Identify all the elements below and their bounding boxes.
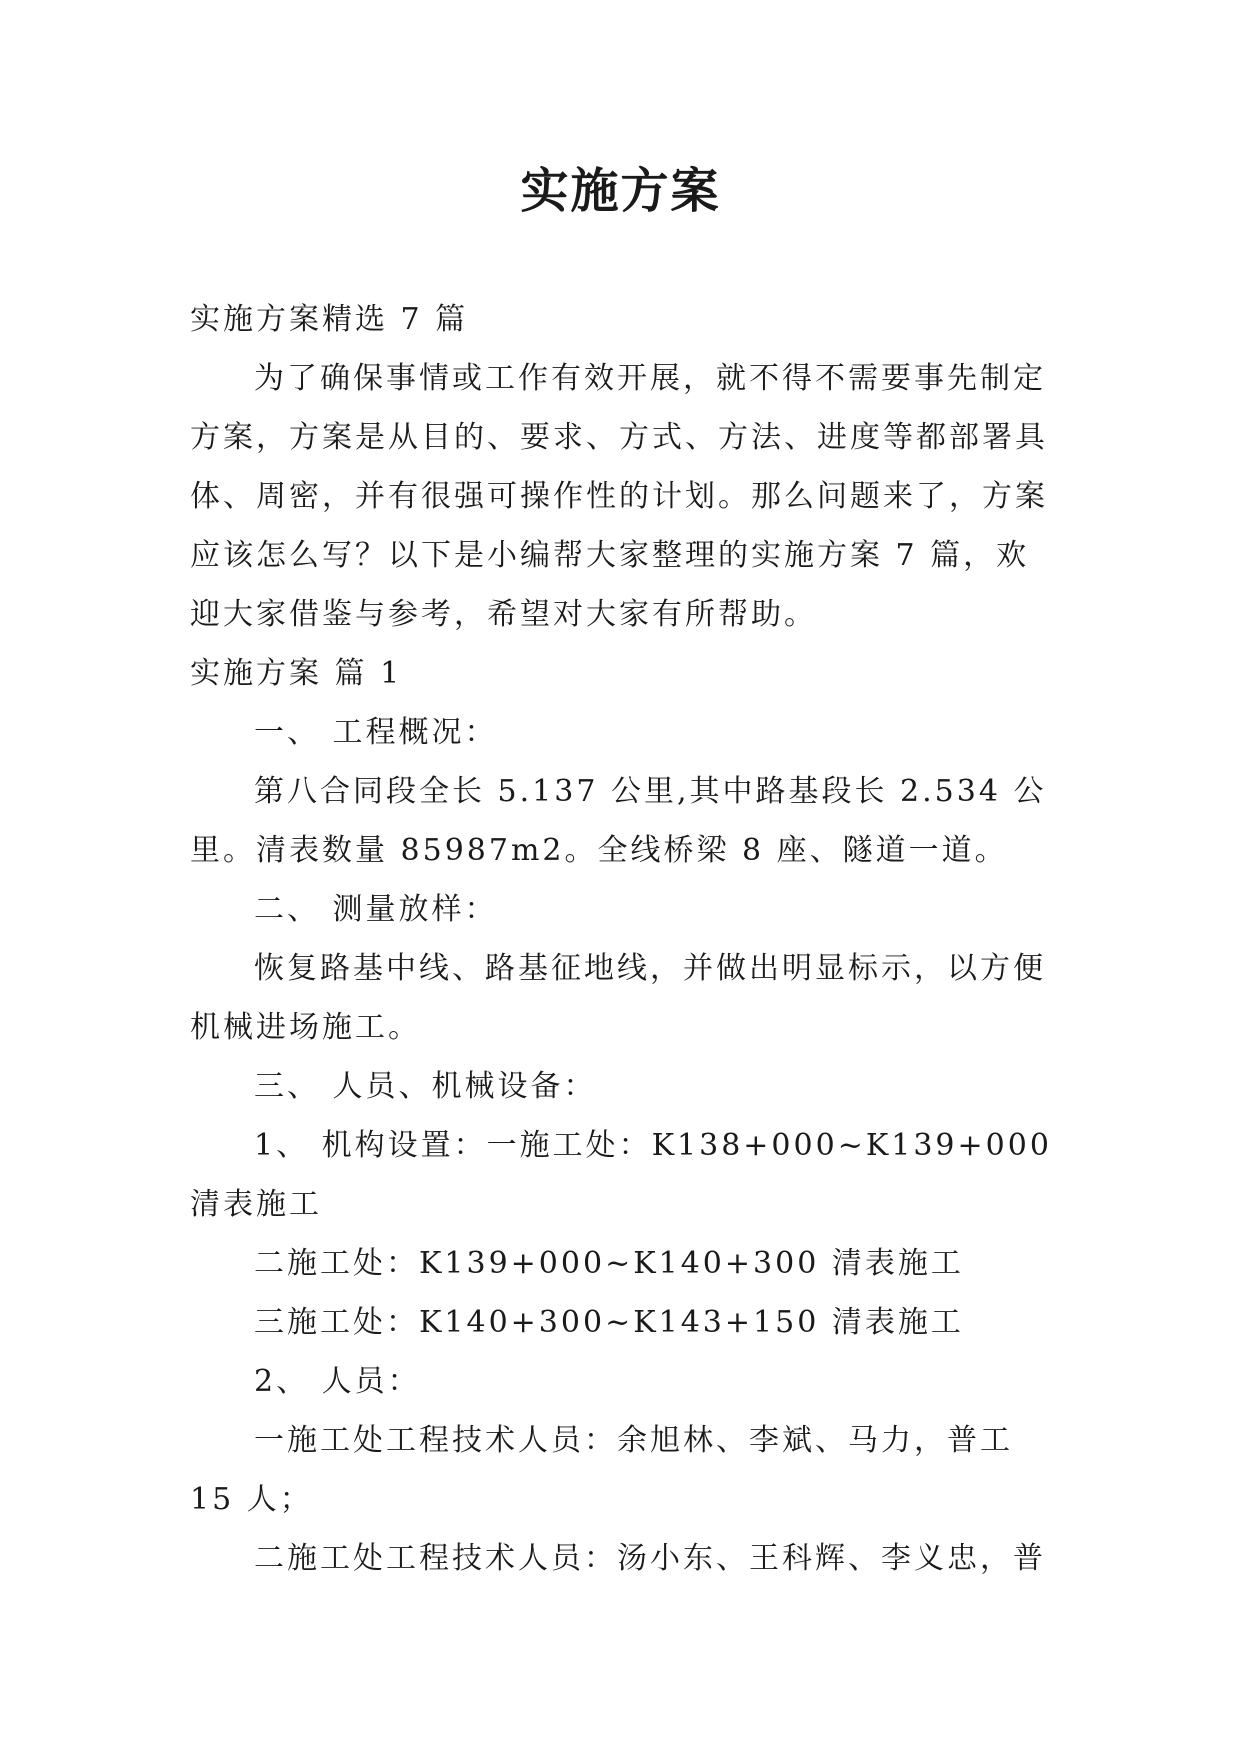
paragraph-third-office: 三施工处：K140+300~K143+150 清表施工 bbox=[254, 1305, 964, 1340]
paragraph-project-overview: 第八合同段全长 5.137 公里,其中路基段长 2.534 公里。清表数量 85987m2。全线桥梁 8 座、隧道一道。 bbox=[190, 774, 1047, 868]
document-title: 实施方案 bbox=[520, 163, 721, 219]
paragraph-survey-layout: 恢复路基中线、路基征地线，并做出明显标示，以方便机械进场施工。 bbox=[190, 951, 1046, 1045]
heading-personnel: 2、 人员： bbox=[254, 1364, 421, 1399]
document-body bbox=[190, 290, 1052, 1588]
section-heading: 实施方案 篇 1 bbox=[190, 656, 403, 691]
paragraph-first-office-staff: 一施工处工程技术人员：余旭林、李斌、马力，普工 15 人； bbox=[190, 1423, 1013, 1517]
document-subtitle: 实施方案精选 7 篇 bbox=[190, 302, 469, 337]
intro-paragraph: 为了确保事情或工作有效开展，就不得不需要事先制定方案，方案是从目的、要求、方式、方法、进度等都部署具体、周密，并有很强可操作性的计划。那么问题来了，方案应该怎么写？以下是小编帮大家整理的实施方案 7 篇，欢迎大家借鉴与参考，希望对大家有所帮助。 bbox=[190, 361, 1048, 632]
heading-project-overview: 一、 工程概况： bbox=[254, 715, 498, 750]
heading-survey-layout: 二、 测量放样： bbox=[254, 892, 498, 927]
paragraph-organization: 1、 机构设置：一施工处：K138+000~K139+000 清表施工 bbox=[190, 1128, 1052, 1222]
paragraph-second-office: 二施工处：K139+000~K140+300 清表施工 bbox=[254, 1246, 964, 1281]
heading-personnel-equipment: 三、 人员、机械设备： bbox=[254, 1069, 597, 1104]
paragraph-second-office-staff: 二施工处工程技术人员：汤小东、王科辉、李义忠，普 bbox=[254, 1541, 1046, 1576]
